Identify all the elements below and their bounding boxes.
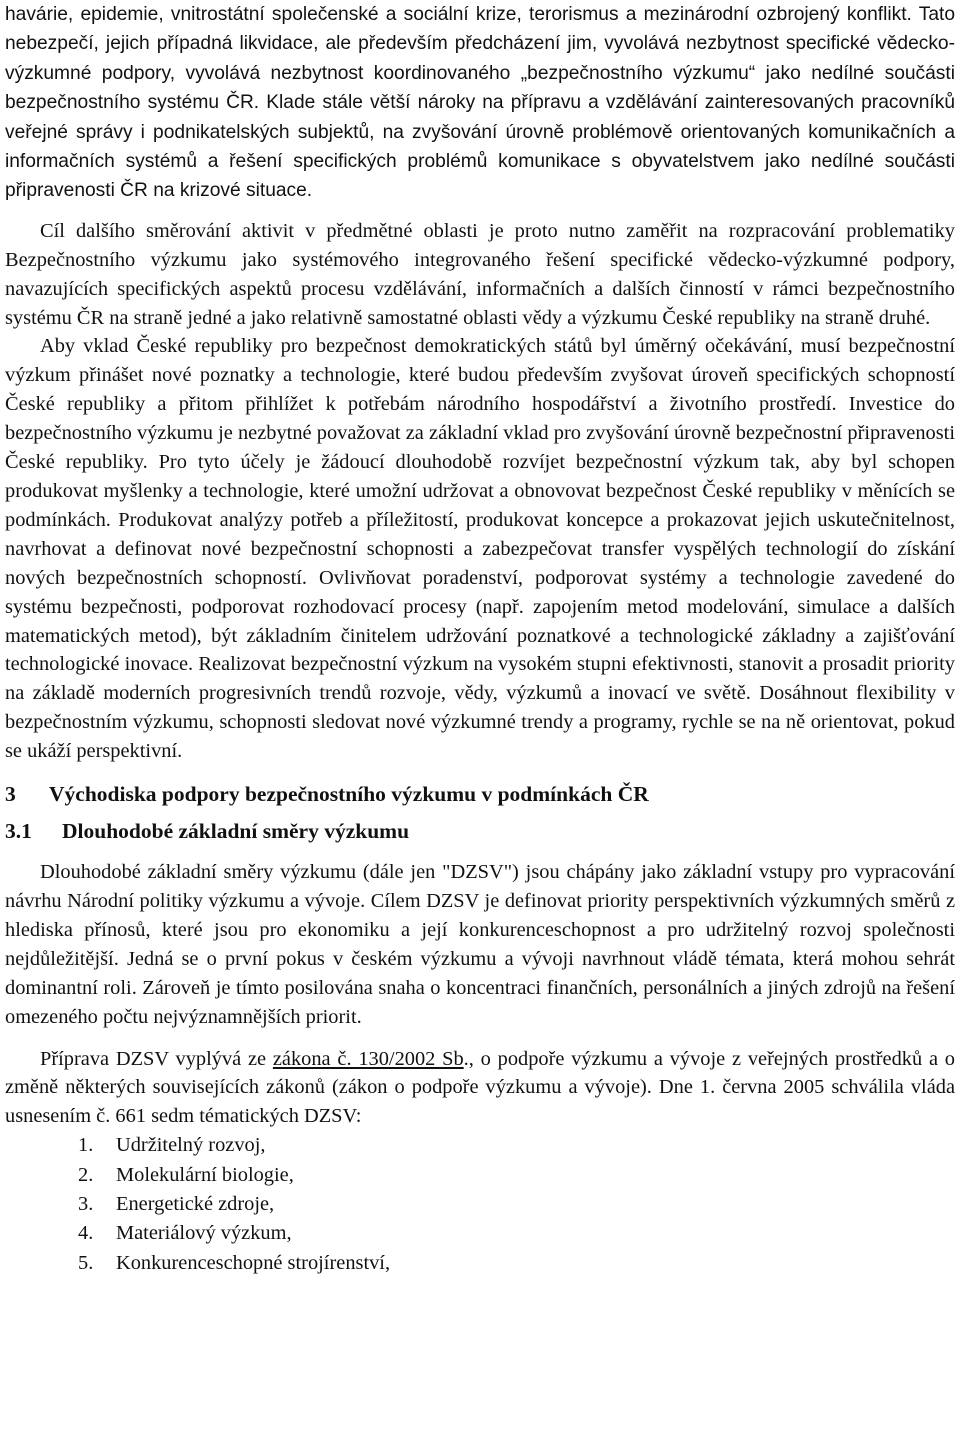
law-text-before: Příprava DZSV vyplývá ze — [40, 1047, 273, 1070]
contribution-paragraph: Aby vklad České republiky pro bezpečnost demokratických států byl úměrný očekávání, musí bezpečnostní výzkum přinášet nové poznatky a technologie, které budou především zvyšovat úroveň specifických schopností České republiky a přitom přihlížet k potřebám národního hospodářství a životního prostředí. Investice do bezpečnostního výzkumu je nezbytné považovat za základní vklad pro zvyšování úrovně bezpečnostní připravenosti České republiky. Pro tyto účely je žádoucí dlouhodobě rozvíjet bezpečnostní výzkum tak, aby byl schopen produkovat myšlenky a technologie, které umožní udržovat a obnovovat bezpečnost České republiky v měnících se podmínkách. Produkovat analýzy potřeb a příležitostí, produkovat koncepce a prokazovat jejich uskutečnitelnost, navrhovat a definovat nové bezpečnostní schopnosti a zabezpečovat transfer vyspělých technologií do získání nových bezpečnostních schopností. Ovlivňovat poradenství, podporovat systémy a technologie zavedené do systému bezpečnosti, podporovat rozhodovací procesy (např. zapojením metod modelování, simulace a dalších matematických metod), být základním činitelem udržování poznatkové a technologické základny a zajišťování technologické inovace. Realizovat bezpečnostní výzkum na vysokém stupni efektivnosti, stanovit a prosadit priority na základě moderních progresivních trendů rozvoje, vědy, výzkumů a inovací ve světě. Dosáhnout flexibility v bezpečnostním výzkumu, schopnosti sledovat nové výzkumné trendy a programy, rychle se na ně orientovat, pokud se ukáží perspektivní. — [5, 335, 955, 763]
list-item-number: 5. — [78, 1251, 94, 1274]
list-item-number: 1. — [78, 1134, 94, 1157]
list-item-label: Energetické zdroje, — [116, 1193, 275, 1216]
section-3-title: Východiska podpory bezpečnostního výzkumu v podmínkách ČR — [49, 782, 649, 807]
goal-paragraph: Cíl dalšího směrování aktivit v předmětné oblasti je proto nutno zaměřit na rozpracování problematiky Bezpečnostního výzkumu jako systémového integrovaného řešení specifické vědecko-výzkumné podpory, navazujících specifických aspektů procesu vzdělávání, informačních a dalších činností v rámci bezpečnostního systému ČR na straně jedné a jako relativně samostatné oblasti vědy a výzkumu České republiky na straně druhé. — [5, 219, 955, 329]
dzsv-topic-list — [5, 1131, 955, 1278]
law-text-after: ., o podpoře výzkumu a vývoje z veřejných prostředků a o změně některých souvisejících zákonů (zákon o podpoře výzkumu a vývoje). Dne 1. června 2005 schválila vláda usnesením č. 661 sedm tématických DZSV: — [5, 1047, 956, 1128]
section-3-number: 3 — [5, 782, 16, 807]
list-item-label: Materiálový výzkum, — [116, 1222, 292, 1245]
dzsv-paragraph: Dlouhodobé základní směry výzkumu (dále jen "DZSV") jsou chápány jako základní vstupy pro vypracování návrhu Národní politiky výzkumu a vývoje. Cílem DZSV je definovat priority perspektivních výzkumných směrů z hlediska přínosů, které jsou pro ekonomiku a její konkurenceschopnost a pro udržitelný rozvoj společnosti nejdůležitější. Jedná se o první pokus v českém výzkumu a vývoji navrhnout vládě témata, která mohou sehrát dominantní roli. Zároveň je tímto posilována snaha o koncentraci finančních, personálních a jiných zdrojů na řešení omezeného počtu nejvýznamnějších priorit. — [5, 861, 955, 1028]
list-item-number: 3. — [78, 1193, 94, 1216]
section-3-1-heading — [5, 817, 955, 846]
section-3-heading — [5, 780, 955, 809]
list-item — [5, 1131, 955, 1160]
list-item — [5, 1161, 955, 1190]
law-paragraph — [5, 1045, 955, 1132]
list-item — [5, 1249, 955, 1278]
law-link[interactable]: zákona č. 130/2002 Sb — [272, 1047, 464, 1070]
document-page — [5, 0, 955, 1278]
section-3-1-title: Dlouhodobé základní směry výzkumu — [62, 819, 410, 844]
list-item — [5, 1190, 955, 1219]
list-item — [5, 1219, 955, 1248]
intro-paragraph: havárie, epidemie, vnitrostátní společenské a sociální krize, terorismus a mezinárodní ozbrojený konflikt. Tato nebezpečí, jejich případná likvidace, ale především předcházení jim, vyvolává nezbytnost specifické vědecko-výzkumné podpory, vyvolává nezbytnost koordinovaného „bezpečnostního výzkumu“ jako nedílné součásti bezpečnostního systému ČR. Klade stále větší nároky na přípravu a vzdělávání zainteresovaných pracovníků veřejné správy i podnikatelských subjektů, na zvyšování úrovně problémově orientovaných komunikačních a informačních systémů a řešení specifických problémů komunikace s obyvatelstvem jako nedílné součásti připravenosti ČR na krizové situace. — [5, 4, 955, 202]
list-item-label: Molekulární biologie, — [116, 1163, 294, 1186]
list-item-number: 4. — [78, 1222, 94, 1245]
section-3-1-number: 3.1 — [5, 819, 32, 844]
list-item-number: 2. — [78, 1163, 94, 1186]
list-item-label: Udržitelný rozvoj, — [116, 1134, 266, 1157]
list-item-label: Konkurenceschopné strojírenství, — [116, 1251, 391, 1274]
